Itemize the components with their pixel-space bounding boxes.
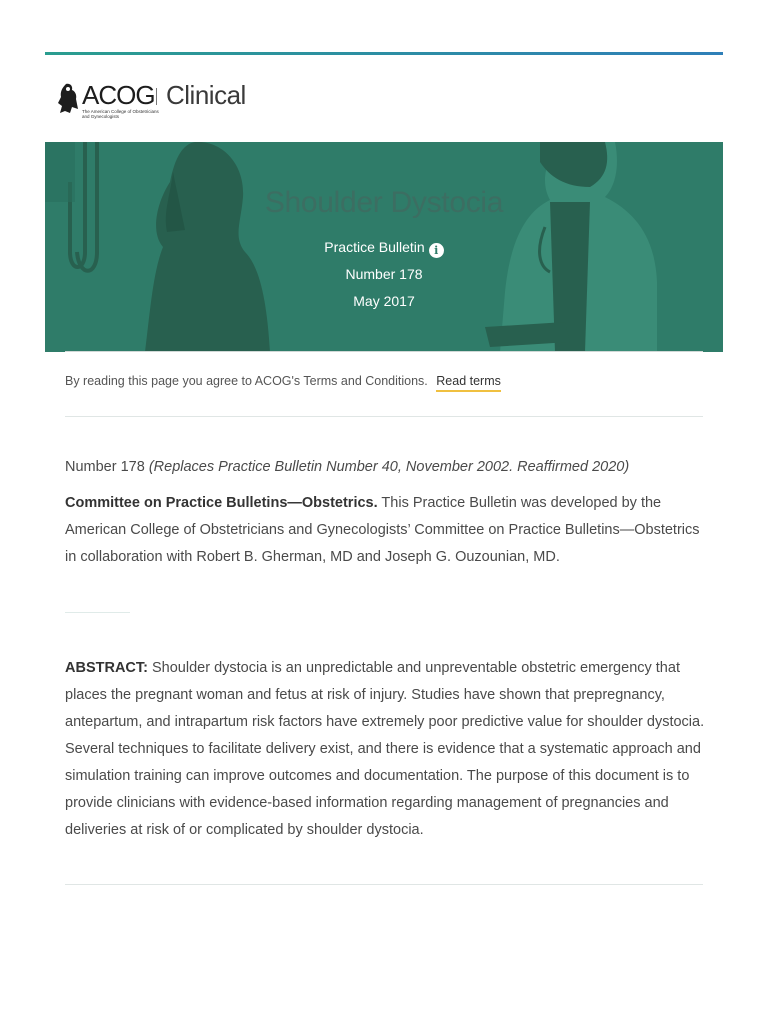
logo-separator <box>156 88 157 105</box>
bulletin-number-line <box>65 454 705 481</box>
terms-text: By reading this page you agree to ACOG's Terms and Conditions. <box>65 374 428 388</box>
logo-clinical-text: Clinical <box>166 80 246 110</box>
section-divider <box>65 416 703 417</box>
committee-paragraph <box>65 490 705 571</box>
short-divider <box>65 612 130 613</box>
committee-label: Committee on Practice Bulletins—Obstetrics. <box>65 495 378 511</box>
abstract-text: Shoulder dystocia is an unpredictable and unpreventable obstetric emergency that places the pregnant woman and fetus at risk of injury. Studies have shown that prepregnancy, antepartum, and intrapartum risk factors have extremely poor predictive value for shoulder dystocia. Several techniques to facilitate delivery exist, and there is evidence that a systematic approach and simulation training can improve outcomes and documentation. The purpose of this document is to provide clinicians with evidence-based information regarding management of pregnancies and deliveries at risk of or complicated by shoulder dystocia. <box>65 660 705 838</box>
bottom-divider <box>65 884 703 885</box>
read-terms-link[interactable]: Read terms <box>436 374 501 392</box>
logo-subtitle: The American College of Obstetricians and Gynecologists <box>82 109 159 119</box>
terms-notice <box>65 374 501 388</box>
abstract-paragraph <box>65 655 705 844</box>
replaces-text: (Replaces Practice Bulletin Number 40, November 2002. Reaffirmed 2020) <box>148 459 630 475</box>
top-accent-rule <box>45 52 723 55</box>
bulletin-date: May 2017 <box>353 293 415 309</box>
logo-acog-text: ACOG <box>82 80 155 110</box>
hero-divider <box>65 351 703 352</box>
hero-banner <box>45 142 723 352</box>
number-text: Number 178 <box>65 459 145 475</box>
bulletin-number: Number 178 <box>345 266 423 282</box>
bulletin-type-label: Practice Bulletin <box>324 239 425 255</box>
bulletin-type <box>45 239 723 258</box>
acog-logo[interactable] <box>57 80 162 120</box>
abstract-label: ABSTRACT: <box>65 660 148 676</box>
acog-emblem-icon <box>57 82 79 114</box>
committee-text: This Practice Bulletin was developed by the American College of Obstetricians and Gynecologists’ Committee on Practice Bulletins—Obstetrics in collaboration with Robert B. Gherman, MD and Joseph G. Ouzounian, MD. <box>65 495 700 565</box>
page-title: Shoulder Dystocia <box>264 186 504 219</box>
info-icon[interactable]: i <box>429 243 444 258</box>
